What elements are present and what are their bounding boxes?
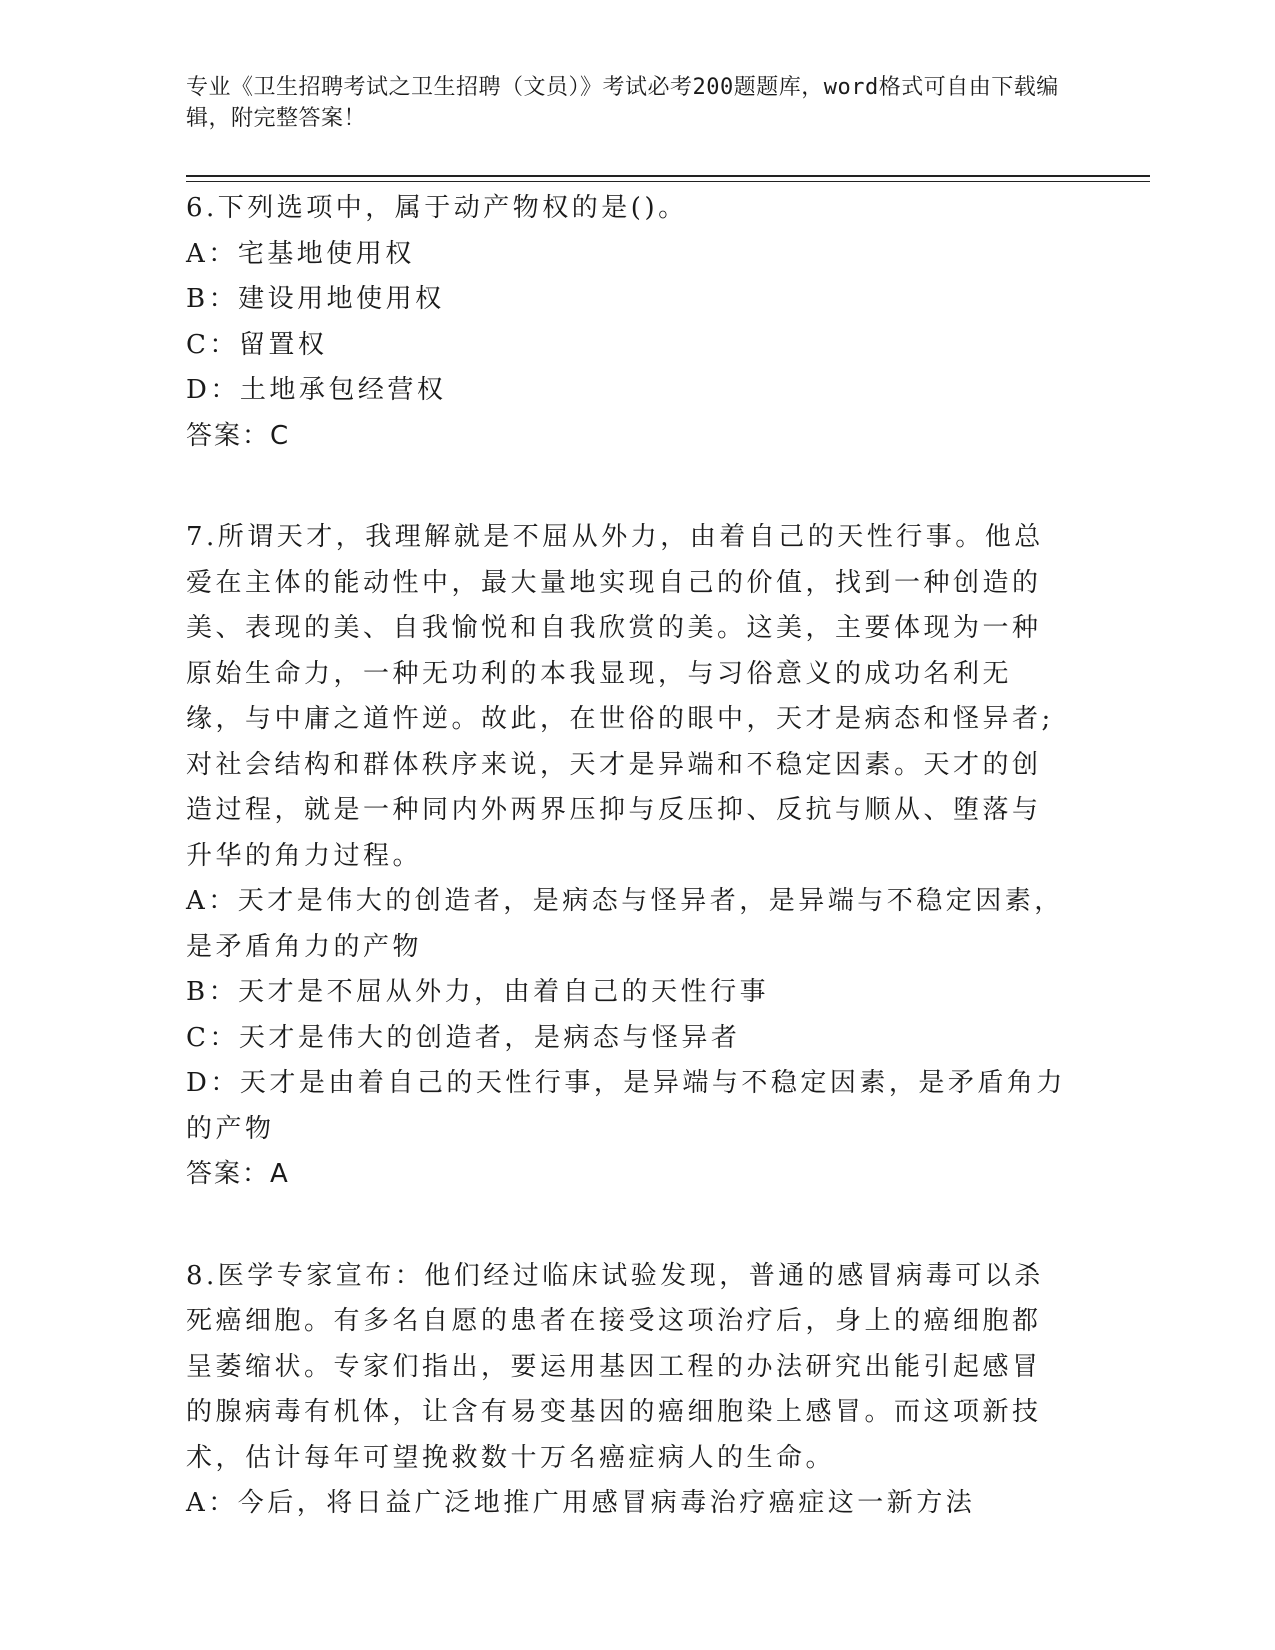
answer-label: 答案：A [186,1159,290,1189]
question-6 [186,186,1066,459]
answer-label: 答案：C [186,420,291,451]
option-a: A：今后，将日益广泛地推广用感冒病毒治疗癌症这一新方法 [186,1488,976,1518]
header-divider-thin [186,181,1150,182]
option-a: A：宅基地使用权 [186,238,415,269]
question-8 [186,1254,1066,1527]
header-divider-thick [186,175,1150,177]
option-a: A：天才是伟大的创造者，是病态与怪异者，是异端与不稳定因素，是矛盾角力的产物 [186,886,1064,962]
option-c: C：天才是伟大的创造者，是病态与怪异者 [186,1022,741,1053]
option-b: B：天才是不屈从外力，由着自己的天性行事 [186,977,770,1007]
question-list [186,186,1066,1583]
question-stem: 7.所谓天才，我理解就是不屈从外力，由着自己的天性行事。他总爱在主体的能动性中，最大量地实现自己的价值，找到一种创造的美、表现的美、自我愉悦和自我欣赏的美。这美，主要体现为一种原始生命力，一种无功利的本我显现，与习俗意义的成功名利无缘，与中庸之道忤逆。故此，在世俗的眼中，天才是病态和怪异者;对社会结构和群体秩序来说，天才是异端和不稳定因素。天才的创造过程，就是一种同内外两界压抑与反压抑、反抗与顺从、堕落与升华的角力过程。 [186,522,1054,871]
question-stem: 8.医学专家宣布：他们经过临床试验发现，普通的感冒病毒可以杀死癌细胞。有多名自愿的患者在接受这项治疗后，身上的癌细胞都呈萎缩状。专家们指出，要运用基因工程的办法研究出能引起感冒的腺病毒有机体，让含有易变基因的癌细胞染上感冒。而这项新技术，估计每年可望挽救数十万名癌症病人的生命。 [186,1260,1044,1473]
option-b: B：建设用地使用权 [186,284,445,314]
document-header: 专业《卫生招聘考试之卫生招聘（文员）》考试必考200题题库，word格式可自由下载编辑，附完整答案！ [186,75,1059,131]
option-d: D：土地承包经营权 [186,375,447,405]
option-d: D：天才是由着自己的天性行事，是异端与不稳定因素，是矛盾角力的产物 [186,1068,1066,1144]
question-7 [186,515,1066,1198]
question-stem: 6.下列选项中，属于动产物权的是()。 [186,193,688,223]
option-c: C：留置权 [186,329,328,360]
